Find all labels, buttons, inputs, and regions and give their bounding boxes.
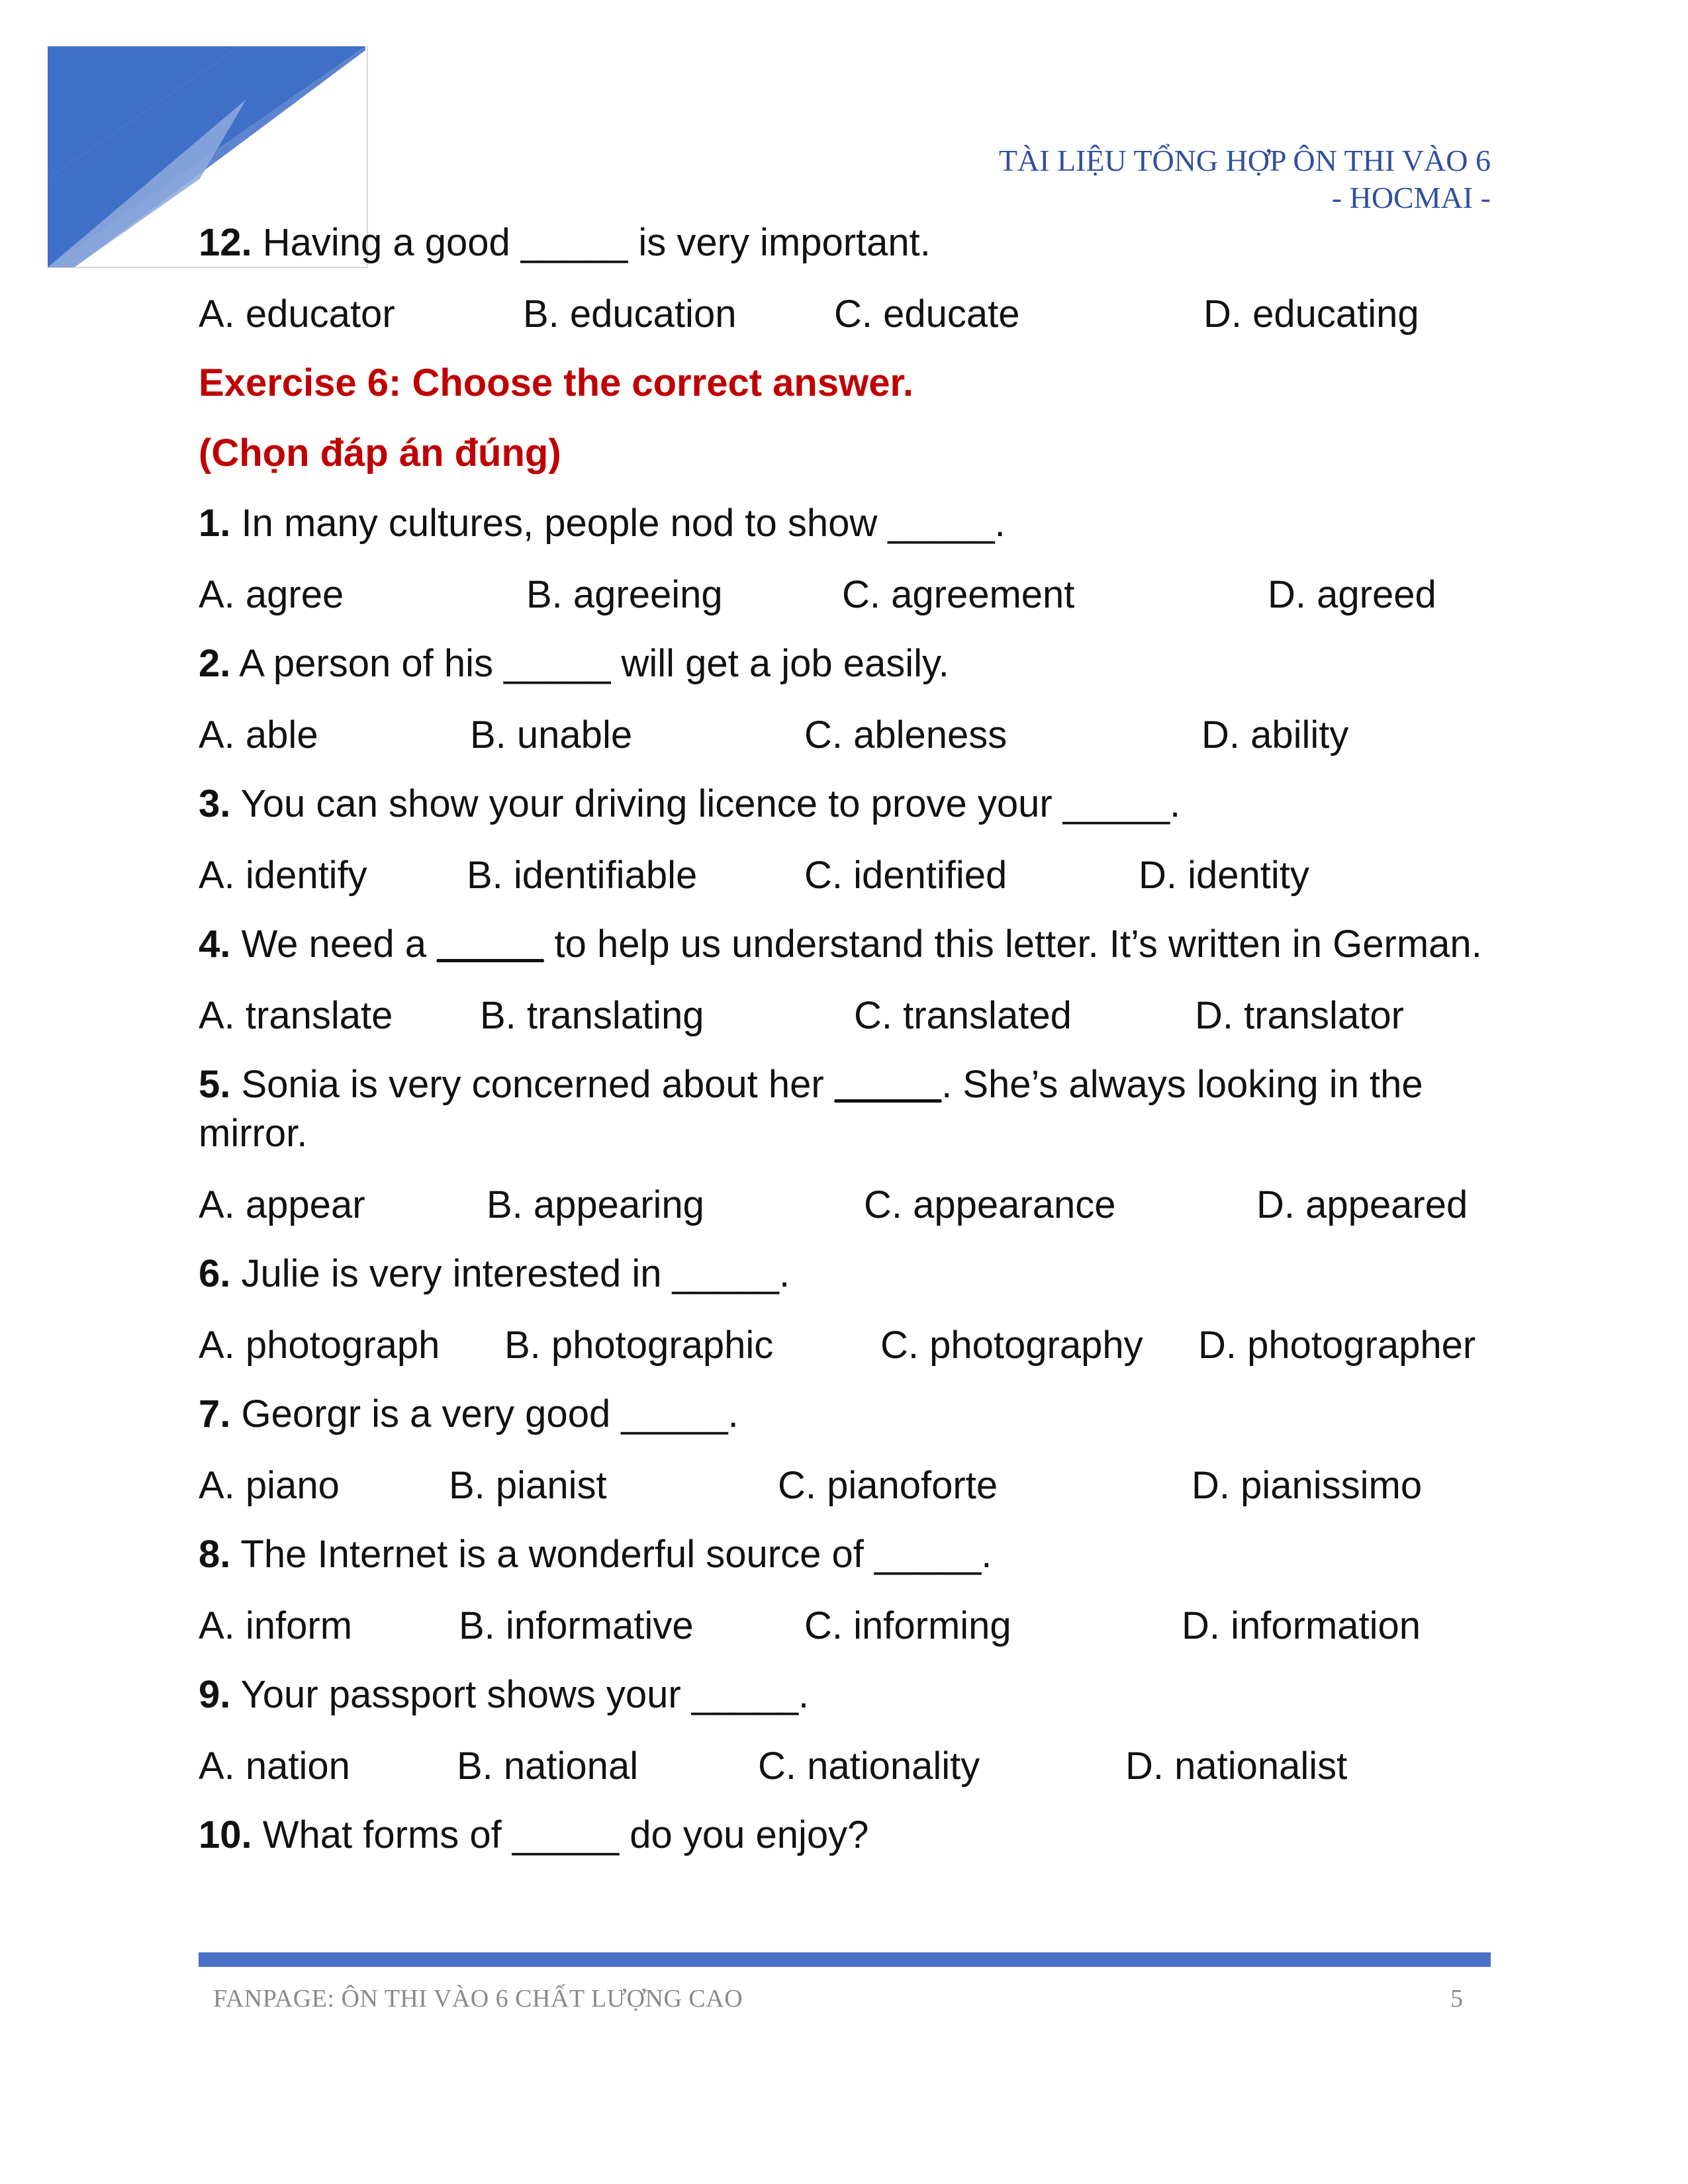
- question-text: Julie is very interested in _____.: [230, 1252, 790, 1295]
- option-a[interactable]: A. photograph: [199, 1324, 440, 1367]
- question-4: [199, 920, 1489, 969]
- question-text: Your passport shows your _____.: [230, 1673, 810, 1716]
- question-number: 10.: [199, 1813, 252, 1856]
- answer-blank: _____: [437, 923, 544, 966]
- header-subtitle: - HOCMAI -: [1331, 181, 1491, 214]
- option-d[interactable]: D. pianissimo: [1192, 1464, 1423, 1507]
- header-title: TÀI LIỆU TỔNG HỢP ÔN THI VÀO 6: [998, 144, 1491, 177]
- option-d[interactable]: D. educating: [1203, 293, 1419, 336]
- option-c[interactable]: C. ableness: [804, 713, 1008, 756]
- question-12: [199, 218, 1489, 267]
- question-text: The Internet is a wonderful source of _____.: [230, 1533, 992, 1576]
- question-text-before: Sonia is very concerned about her: [230, 1063, 835, 1106]
- option-a[interactable]: A. inform: [199, 1604, 353, 1647]
- option-c[interactable]: C. pianoforte: [778, 1464, 998, 1507]
- question-text: In many cultures, people nod to show _____.: [230, 502, 1006, 545]
- question-8: [199, 1530, 1489, 1579]
- option-b[interactable]: B. appearing: [487, 1183, 704, 1226]
- option-d[interactable]: D. nationalist: [1125, 1745, 1348, 1788]
- option-a[interactable]: A. translate: [199, 994, 393, 1037]
- option-c[interactable]: C. appearance: [864, 1183, 1116, 1226]
- option-b[interactable]: B. pianist: [449, 1464, 607, 1507]
- question-number: 2.: [199, 642, 231, 685]
- option-c[interactable]: C. nationality: [758, 1745, 980, 1788]
- exercise-title: Exercise 6: Choose the correct answer.: [199, 361, 914, 404]
- option-d[interactable]: D. identity: [1139, 854, 1309, 897]
- option-d[interactable]: D. ability: [1201, 713, 1349, 756]
- option-a[interactable]: A. appear: [199, 1183, 365, 1226]
- option-a[interactable]: A. piano: [199, 1464, 340, 1507]
- option-b[interactable]: B. photographic: [504, 1324, 774, 1367]
- option-b[interactable]: B. education: [523, 293, 737, 336]
- option-c[interactable]: C. identified: [804, 854, 1008, 897]
- question-text-after: . She’s always looking in the mirror.: [199, 1063, 1423, 1155]
- question-9: [199, 1670, 1489, 1719]
- question-number: 12.: [199, 221, 252, 264]
- option-a[interactable]: A. able: [199, 713, 318, 756]
- options-row: [199, 1742, 1489, 1791]
- option-d[interactable]: D. information: [1182, 1604, 1421, 1647]
- option-c[interactable]: C. translated: [854, 994, 1072, 1037]
- options-row: [199, 1602, 1489, 1651]
- question-number: 4.: [199, 923, 231, 966]
- option-b[interactable]: B. informative: [459, 1604, 694, 1647]
- option-d[interactable]: D. photographer: [1198, 1324, 1476, 1367]
- question-number: 3.: [199, 782, 231, 825]
- options-row: [199, 1321, 1489, 1370]
- option-c[interactable]: C. informing: [804, 1604, 1011, 1647]
- options-row: [199, 1461, 1489, 1510]
- document-header: [999, 142, 1491, 216]
- option-b[interactable]: B. identifiable: [467, 854, 698, 897]
- question-text: Having a good _____ is very important.: [252, 221, 931, 264]
- question-text: You can show your driving licence to prove your _____.: [230, 782, 1181, 825]
- question-number: 1.: [199, 502, 231, 545]
- option-c[interactable]: C. photography: [880, 1324, 1143, 1367]
- footer-divider: [199, 1952, 1491, 1967]
- question-1: [199, 499, 1489, 548]
- footer-fanpage: FANPAGE: ÔN THI VÀO 6 CHẤT LƯỢNG CAO: [213, 1985, 743, 2013]
- question-2: [199, 639, 1489, 688]
- question-number: 7.: [199, 1392, 231, 1435]
- answer-blank: _____: [834, 1063, 942, 1106]
- option-d[interactable]: D. appeared: [1256, 1183, 1468, 1226]
- options-row: [199, 570, 1489, 619]
- question-5: [199, 1060, 1489, 1158]
- question-7: [199, 1390, 1489, 1439]
- option-b[interactable]: B. translating: [480, 994, 704, 1037]
- options-row: [199, 711, 1489, 760]
- question-3: [199, 780, 1489, 829]
- worksheet-content: [199, 218, 1489, 1860]
- question-number: 8.: [199, 1533, 231, 1576]
- question-10: [199, 1811, 1489, 1860]
- question-number: 5.: [199, 1063, 231, 1106]
- option-a[interactable]: A. nation: [199, 1745, 350, 1788]
- option-c[interactable]: C. agreement: [842, 573, 1075, 616]
- options-row: [199, 1181, 1489, 1230]
- question-number: 6.: [199, 1252, 231, 1295]
- exercise-subtitle: (Chọn đáp án đúng): [199, 432, 561, 475]
- question-text: Georgr is a very good _____.: [230, 1392, 739, 1435]
- options-row: [199, 290, 1489, 339]
- options-row: [199, 851, 1489, 900]
- option-a[interactable]: A. agree: [199, 573, 344, 616]
- page-number: 5: [1450, 1985, 1463, 2013]
- option-c[interactable]: C. educate: [834, 293, 1020, 336]
- option-b[interactable]: B. national: [457, 1745, 639, 1788]
- option-b[interactable]: B. agreeing: [526, 573, 723, 616]
- option-b[interactable]: B. unable: [470, 713, 633, 756]
- option-d[interactable]: D. agreed: [1268, 573, 1436, 616]
- option-a[interactable]: A. identify: [199, 854, 367, 897]
- option-a[interactable]: A. educator: [199, 293, 395, 336]
- question-text-after: to help us understand this letter. It’s written in German.: [543, 923, 1482, 966]
- question-text: A person of his _____ will get a job easily.: [230, 642, 949, 685]
- question-text: What forms of _____ do you enjoy?: [252, 1813, 869, 1856]
- question-text-before: We need a: [230, 923, 438, 966]
- question-6: [199, 1250, 1489, 1298]
- option-d[interactable]: D. translator: [1195, 994, 1404, 1037]
- options-row: [199, 991, 1489, 1040]
- question-number: 9.: [199, 1673, 231, 1716]
